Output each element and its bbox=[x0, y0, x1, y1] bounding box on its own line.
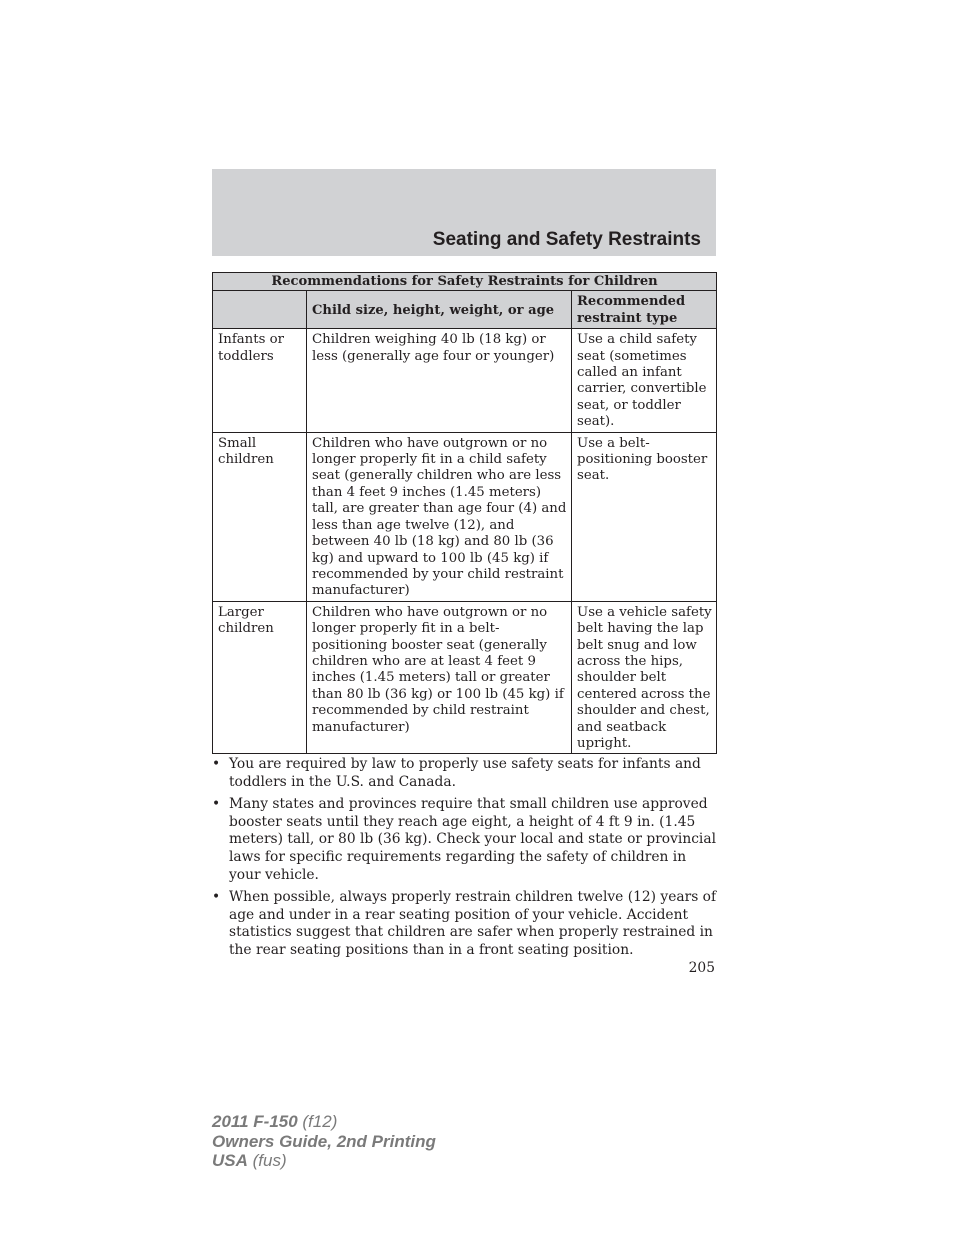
row-category: Small children bbox=[213, 432, 307, 601]
child-restraint-table bbox=[212, 272, 717, 754]
footer-line-1 bbox=[212, 1112, 436, 1132]
row-size: Children who have outgrown or no longer properly fit in a child safety seat (generally children who are less than 4 feet 9 inches (1.45 meters) tall, are greater than age four (4) and less than age twelve (12), and between 40 lb (18 kg) and 80 lb (36 kg) and upward to 100 lb (45 kg) if recommended by your child restraint manufacturer) bbox=[307, 432, 572, 601]
footer-line-2: Owners Guide, 2nd Printing bbox=[212, 1131, 436, 1151]
table-row bbox=[213, 432, 717, 601]
footer-market-code: (fus) bbox=[247, 1151, 287, 1170]
row-restraint: Use a child safety seat (sometimes called an infant carrier, convertible seat, or toddler seat). bbox=[572, 329, 717, 432]
footer-model: 2011 F-150 bbox=[212, 1112, 298, 1131]
bullet-list bbox=[212, 756, 718, 965]
bullet-marker: • bbox=[212, 796, 221, 813]
row-restraint: Use a vehicle safety belt having the lap belt snug and low across the hips, shoulder belt centered across the shoulder and chest, and seatback upright. bbox=[572, 601, 717, 754]
table-caption: Recommendations for Safety Restraints for Children bbox=[213, 273, 717, 291]
row-size: Children who have outgrown or no longer properly fit in a belt-positioning booster seat (generally children who are at least 4 feet 9 inches (1.45 meters) tall or greater than 80 lb (36 kg) or 100 lb (45 kg) if recommended by child restraint manufacturer) bbox=[307, 601, 572, 754]
table-header-row bbox=[213, 291, 717, 329]
section-title: Seating and Safety Restraints bbox=[432, 229, 701, 250]
row-restraint: Use a belt-positioning booster seat. bbox=[572, 432, 717, 601]
row-category: Larger children bbox=[213, 601, 307, 754]
page-number: 205 bbox=[688, 960, 715, 976]
section-header-band bbox=[212, 169, 716, 256]
bullet-text: Many states and provinces require that small children use approved booster seats until they reach age eight, a height of 4 ft 9 in. (1.45 meters) tall, or 80 lb (36 kg). Check your local and state or provincial laws for specific requirements regarding the safety of children in your vehicle. bbox=[229, 796, 716, 883]
footer-model-code: (f12) bbox=[297, 1112, 338, 1131]
bullet-marker: • bbox=[212, 889, 221, 906]
column-header-category bbox=[213, 291, 307, 329]
list-item bbox=[212, 756, 718, 791]
bullet-text: You are required by law to properly use safety seats for infants and toddlers in the U.S. and Canada. bbox=[229, 756, 701, 790]
row-category: Infants or toddlers bbox=[213, 329, 307, 432]
table-caption-row bbox=[213, 273, 717, 291]
row-size: Children weighing 40 lb (18 kg) or less (generally age four or younger) bbox=[307, 329, 572, 432]
footer-market: USA bbox=[212, 1151, 248, 1170]
column-header-size: Child size, height, weight, or age bbox=[307, 291, 572, 329]
column-header-restraint: Recommended restraint type bbox=[572, 291, 717, 329]
table-row bbox=[213, 329, 717, 432]
footer-imprint bbox=[212, 1112, 436, 1171]
footer-line-3 bbox=[212, 1151, 436, 1171]
bullet-text: When possible, always properly restrain children twelve (12) years of age and under in a rear seating position of your vehicle. Accident statistics suggest that children are safer when properly restrained in the rear seating positions than in a front seating position. bbox=[229, 889, 717, 958]
list-item bbox=[212, 796, 718, 884]
table-row bbox=[213, 601, 717, 754]
bullet-marker: • bbox=[212, 756, 221, 772]
list-item bbox=[212, 889, 718, 959]
